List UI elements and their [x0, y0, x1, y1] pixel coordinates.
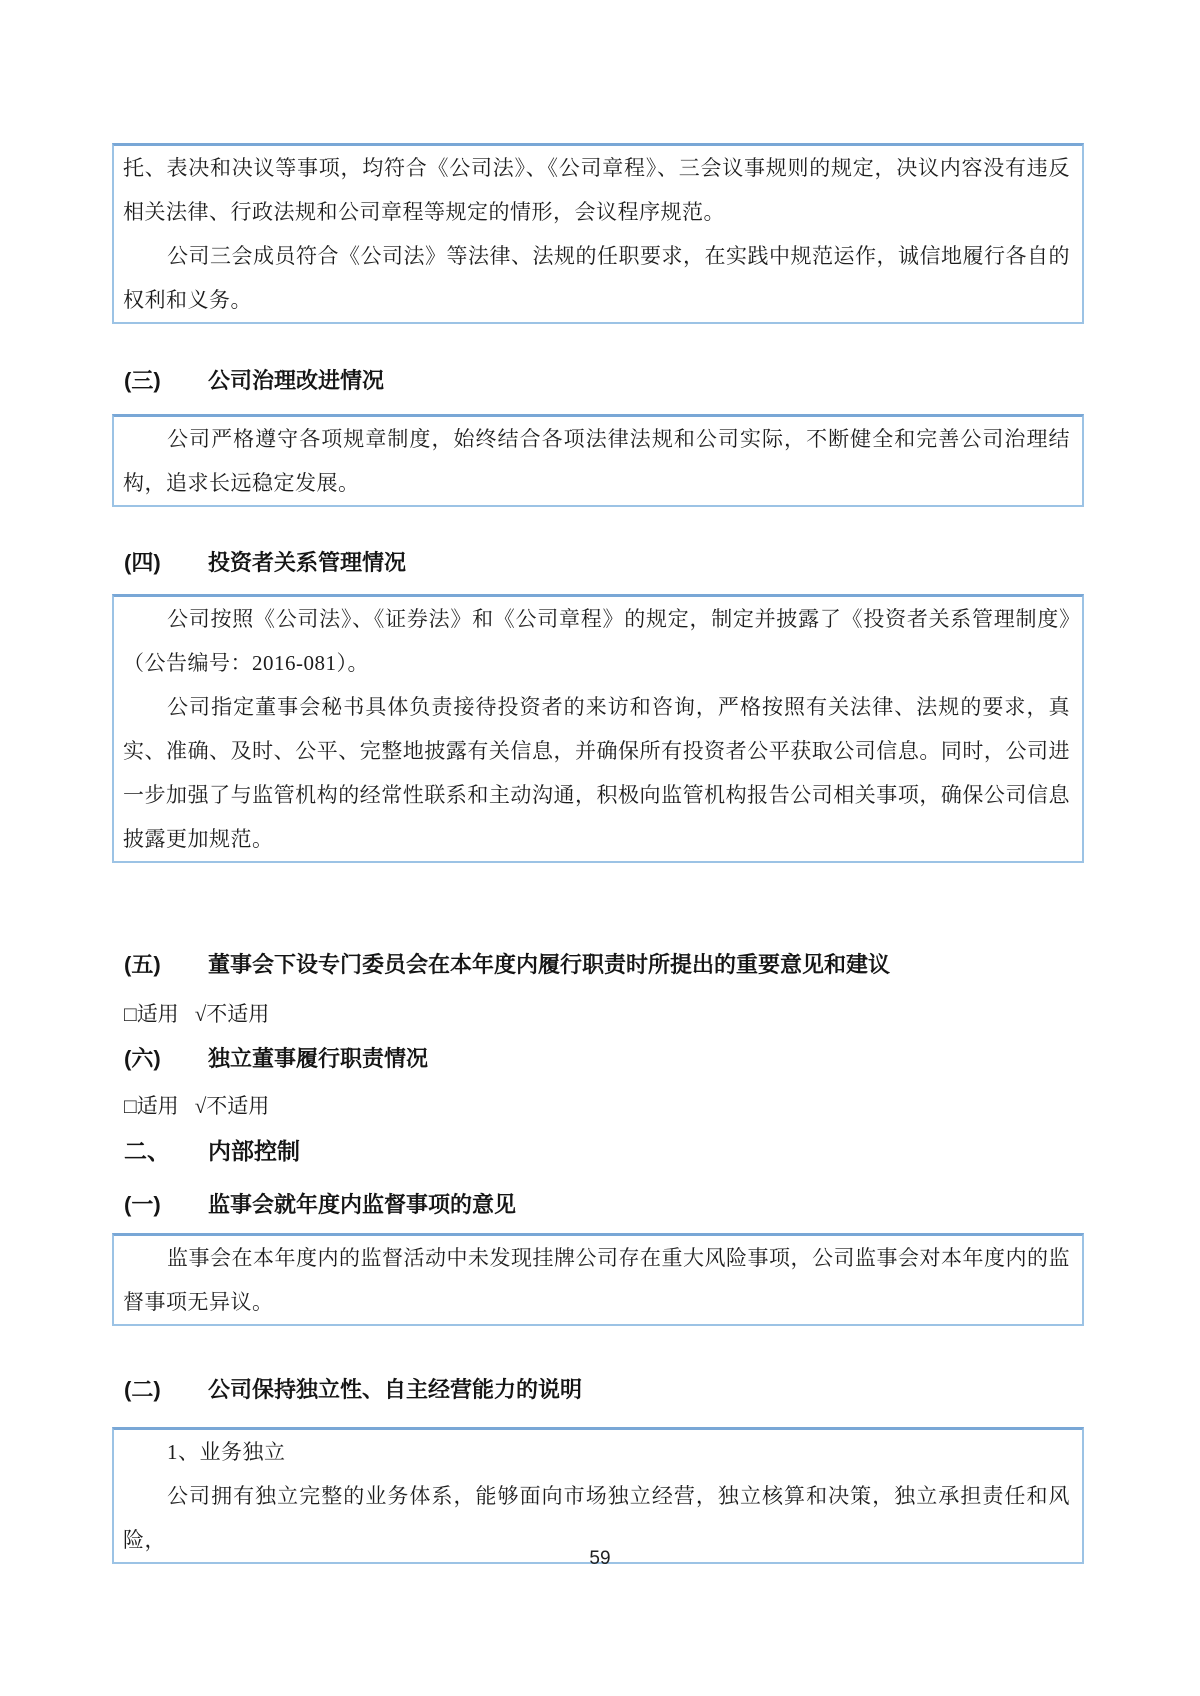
heading-number: 二、	[124, 1138, 170, 1164]
heading-title: 监事会就年度内监督事项的意见	[208, 1192, 517, 1217]
applicable-label: 适用	[136, 1002, 179, 1026]
section-heading-investor-relations	[124, 548, 1084, 578]
heading-number: (五)	[124, 952, 161, 977]
page-number: 59	[589, 1548, 611, 1569]
section-heading-independence	[124, 1375, 1084, 1405]
applicability-row-independent-directors	[124, 1092, 269, 1120]
section-heading-supervisory-opinion	[124, 1190, 1084, 1220]
heading-number: (六)	[124, 1046, 161, 1071]
heading-number: (一)	[124, 1192, 161, 1217]
text-box-independence	[112, 1427, 1084, 1564]
body-paragraph: 1、业务独立	[167, 1440, 286, 1464]
body-paragraph: 托、表决和决议等事项，均符合《公司法》、《公司章程》、三会议事规则的规定，决议内容没有违反相关法律、行政法规和公司章程等规定的情形，会议程序规范。	[123, 156, 1070, 224]
text-box-investor-relations	[112, 594, 1084, 863]
heading-title: 公司保持独立性、自主经营能力的说明	[208, 1377, 583, 1402]
text-box-governance-continued	[112, 143, 1084, 324]
body-paragraph: 公司按照《公司法》、《证券法》和《公司章程》的规定，制定并披露了《投资者关系管理制度》（公告编号：2016-081）。	[123, 607, 1070, 675]
body-paragraph: 公司三会成员符合《公司法》等法律、法规的任职要求，在实践中规范运作，诚信地履行各自的权利和义务。	[123, 244, 1070, 312]
heading-number: (二)	[124, 1377, 161, 1402]
not-applicable-label: 不适用	[206, 1094, 270, 1118]
heading-title: 董事会下设专门委员会在本年度内履行职责时所提出的重要意见和建议	[208, 952, 891, 977]
text-box-governance-improvement	[112, 414, 1084, 507]
not-applicable-label: 不适用	[206, 1002, 270, 1026]
section-heading-independent-directors	[124, 1044, 1084, 1074]
checkmark-icon: √	[194, 1094, 207, 1118]
checkbox-unchecked-icon: □	[124, 1094, 137, 1118]
checkbox-unchecked-icon: □	[124, 1002, 137, 1026]
section-heading-board-committees	[124, 950, 1084, 980]
body-paragraph: 监事会在本年度内的监督活动中未发现挂牌公司存在重大风险事项，公司监事会对本年度内的监督事项无异议。	[123, 1246, 1070, 1314]
text-box-supervisory-opinion	[112, 1233, 1084, 1326]
chapter-heading-internal-control	[124, 1136, 1084, 1166]
heading-number: (四)	[124, 550, 161, 575]
heading-title: 公司治理改进情况	[208, 368, 385, 393]
heading-title: 投资者关系管理情况	[208, 550, 407, 575]
body-paragraph: 公司严格遵守各项规章制度，始终结合各项法律法规和公司实际，不断健全和完善公司治理结构，追求长远稳定发展。	[123, 427, 1070, 495]
body-paragraph: 公司指定董事会秘书具体负责接待投资者的来访和咨询，严格按照有关法律、法规的要求，真实、准确、及时、公平、完整地披露有关信息，并确保所有投资者公平获取公司信息。同时，公司进一步加强了与监管机构的经常性联系和主动沟通，积极向监管机构报告公司相关事项，确保公司信息披露更加规范。	[123, 695, 1070, 851]
body-paragraph: 公司拥有独立完整的业务体系，能够面向市场独立经营，独立核算和决策，独立承担责任和风险，	[123, 1484, 1070, 1552]
applicable-label: 适用	[136, 1094, 179, 1118]
heading-title: 内部控制	[208, 1138, 300, 1164]
section-heading-governance-improvement	[124, 366, 1084, 396]
checkmark-icon: √	[194, 1002, 207, 1026]
heading-number: (三)	[124, 368, 161, 393]
heading-title: 独立董事履行职责情况	[208, 1046, 429, 1071]
applicability-row-board-committees	[124, 1000, 269, 1028]
